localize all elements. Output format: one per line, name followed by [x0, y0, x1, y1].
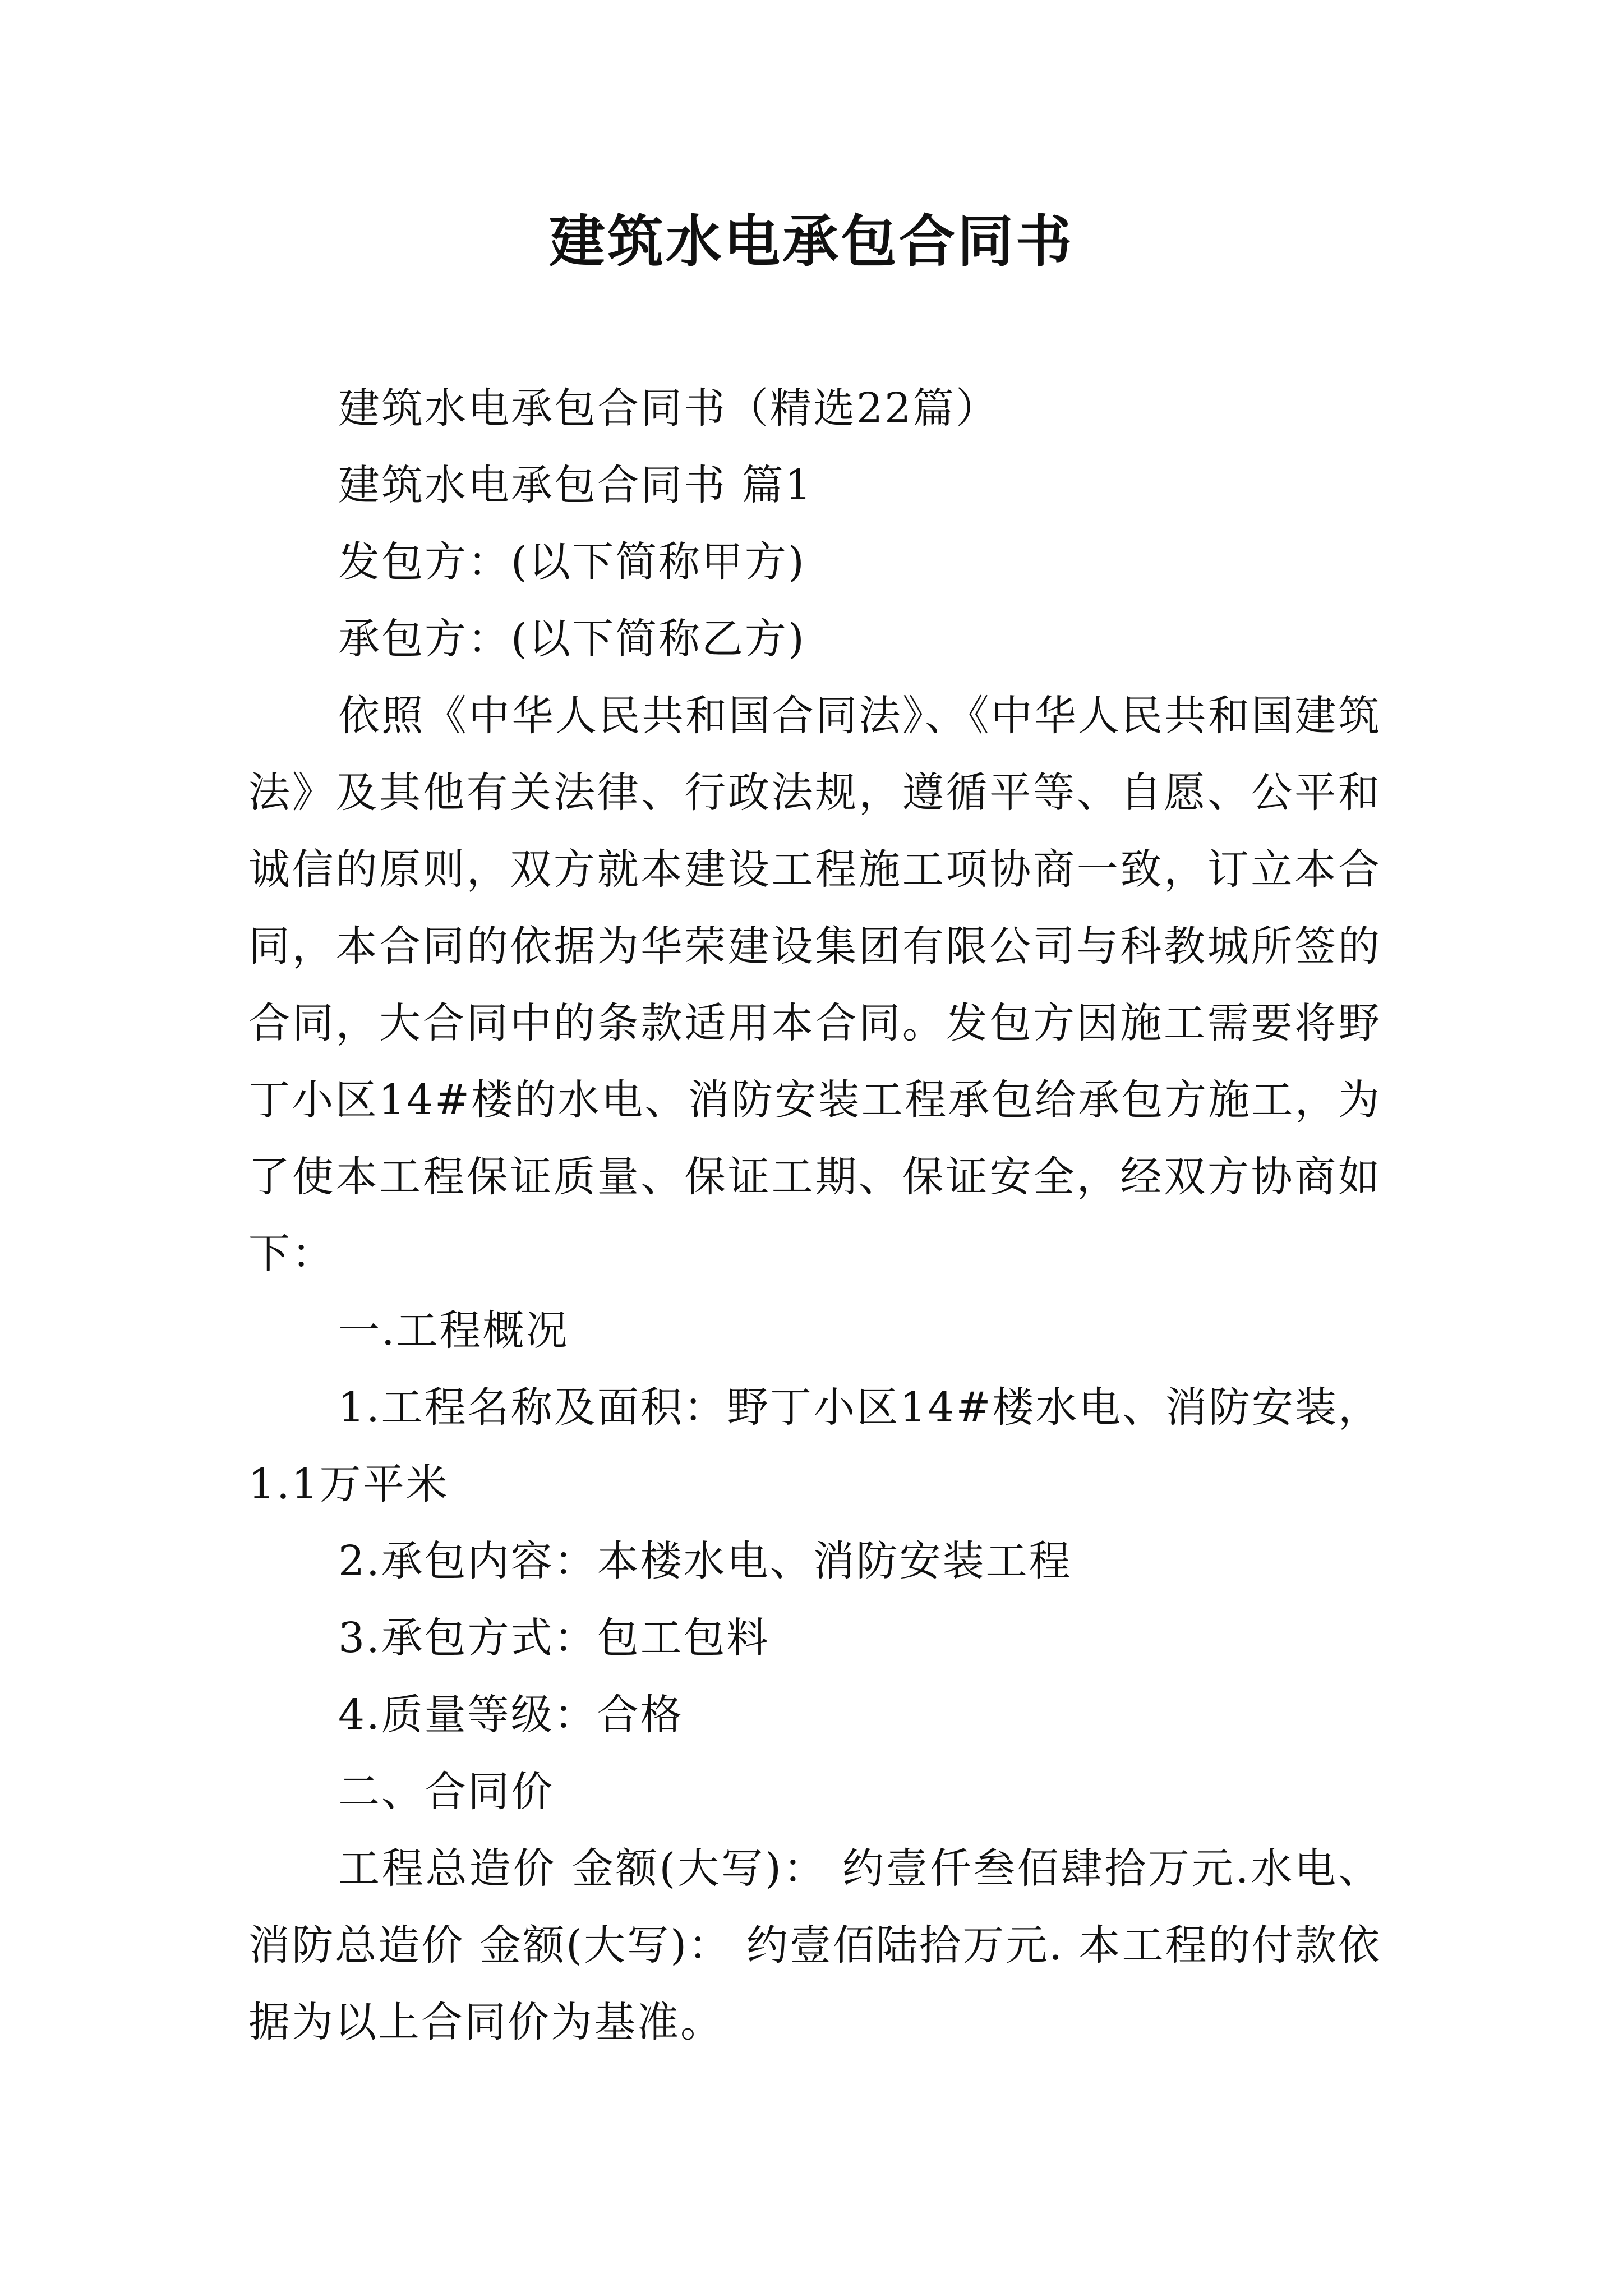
paragraph-item-4: 4.质量等级：合格	[338, 1691, 684, 1739]
paragraph-item-2: 2.承包内容：本楼水电、消防安装工程	[338, 1537, 1072, 1585]
paragraph-party-a: 发包方：(以下简称甲方)	[338, 538, 806, 586]
paragraph-item-3: 3.承包方式：包工包料	[338, 1614, 770, 1662]
paragraph-item-1: 1.工程名称及面积：野丁小区14#楼水电、消防安装，1.1万平米	[248, 1383, 1381, 1508]
paragraph-section-heading: 建筑水电承包合同书 篇1	[338, 461, 813, 509]
paragraph-subtitle: 建筑水电承包合同书（精选22篇）	[338, 384, 999, 432]
paragraph-heading-overview: 一.工程概况	[338, 1306, 569, 1355]
paragraph-party-b: 承包方：(以下简称乙方)	[338, 615, 806, 663]
document-title: 建筑水电承包合同书	[549, 208, 1074, 274]
paragraph-price: 工程总造价 金额(大写)： 约壹仟叁佰肆拾万元.水电、消防总造价 金额(大写)： 约壹佰陆拾万元. 本工程的付款依据为以上合同价为基准。	[248, 1844, 1381, 2046]
document-body	[248, 370, 1381, 2061]
paragraph-preamble: 依照《中华人民共和国合同法》、《中华人民共和国建筑法》及其他有关法律、行政法规，遵循平等、自愿、公平和诚信的原则，双方就本建设工程施工项协商一致，订立本合同，本合同的依据为华荣建设集团有限公司与科教城所签的合同，大合同中的条款适用本合同。发包方因施工需要将野丁小区14#楼的水电、消防安装工程承包给承包方施工，为了使本工程保证质量、保证工期、保证安全，经双方协商如下：	[248, 692, 1381, 1278]
paragraph-heading-price: 二、合同价	[338, 1768, 554, 1816]
